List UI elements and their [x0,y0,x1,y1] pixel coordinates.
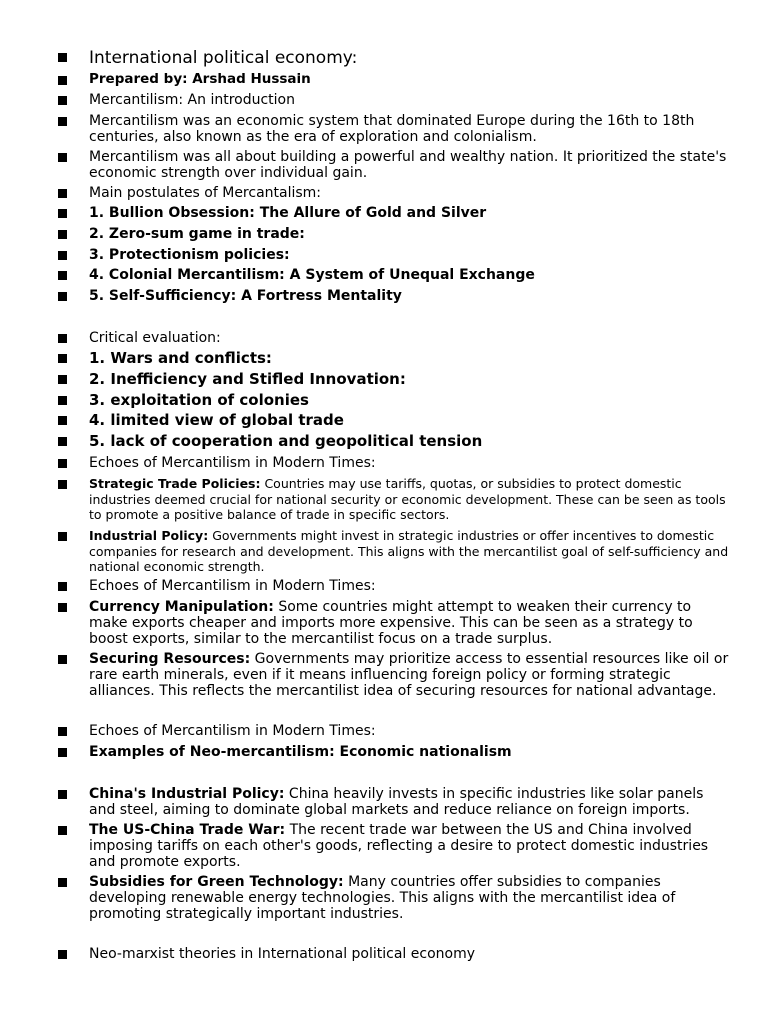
heading-text: International political economy: [89,48,358,68]
square-bullet-icon [58,790,67,799]
item-text: Echoes of Mercantilism in Modern Times: [89,455,376,471]
square-bullet-icon [58,209,67,218]
item-text: Mercantilism: An introduction [89,92,295,108]
square-bullet-icon [58,189,67,198]
item-text: Strategic Trade Policies: Countries may use tariffs, quotas, or subsidies to protect domestic industries deemed crucial for national security or economic development. These can be seen as tools to promote a positive balance of trade in specific sectors. [89,476,726,522]
item-text: The US-China Trade War: The recent trade war between the US and China involved imposing tariffs on each other's goods, reflecting a desire to protect domestic industries and promote exports. [89,822,709,870]
square-bullet-icon [58,582,67,591]
square-bullet-icon [58,76,67,85]
square-bullet-icon [58,53,67,62]
item-text: Subsidies for Green Technology: Many countries offer subsidies to companies developing renewable energy technologies. This aligns with the mercantilist idea of promoting strategically important industries. [89,874,676,922]
item-text: Echoes of Mercantilism in Modern Times: [89,723,376,739]
item-text: 3. exploitation of colonies [89,391,309,409]
author-text: Prepared by: Arshad Hussain [89,71,311,87]
square-bullet-icon [58,603,67,612]
item-text: 2. Zero-sum game in trade: [89,226,305,242]
square-bullet-icon [58,292,67,301]
square-bullet-icon [58,251,67,260]
item-text: Critical evaluation: [89,330,221,346]
square-bullet-icon [58,655,67,664]
square-bullet-icon [58,416,67,425]
square-bullet-icon [58,748,67,757]
square-bullet-icon [58,727,67,736]
square-bullet-icon [58,459,67,468]
item-text: 4. Colonial Mercantilism: A System of Unequal Exchange [89,267,535,283]
square-bullet-icon [58,153,67,162]
item-text: Mercantilism was all about building a powerful and wealthy nation. It prioritized the state's economic strength over individual gain. [89,149,727,181]
square-bullet-icon [58,532,67,541]
square-bullet-icon [58,396,67,405]
item-text: Mercantilism was an economic system that dominated Europe during the 16th to 18th centuries, also known as the era of exploration and colonialism. [89,113,695,145]
square-bullet-icon [58,878,67,887]
item-text: 3. Protectionism policies: [89,247,290,263]
square-bullet-icon [58,480,67,489]
item-text: 1. Wars and conflicts: [89,349,272,367]
square-bullet-icon [58,950,67,959]
item-text: 4. limited view of global trade [89,411,344,429]
item-text: China's Industrial Policy: China heavily invests in specific industries like solar panels and steel, aiming to dominate global markets and reduce reliance on foreign imports. [89,786,704,818]
square-bullet-icon [58,375,67,384]
item-text: 5. lack of cooperation and geopolitical tension [89,432,483,450]
square-bullet-icon [58,437,67,446]
square-bullet-icon [58,117,67,126]
square-bullet-icon [58,230,67,239]
item-text: Echoes of Mercantilism in Modern Times: [89,578,376,594]
square-bullet-icon [58,334,67,343]
item-text: 1. Bullion Obsession: The Allure of Gold and Silver [89,205,487,221]
item-text: 2. Inefficiency and Stifled Innovation: [89,370,406,388]
item-text: Neo-marxist theories in International political economy [89,946,475,962]
item-text: 5. Self-Sufficiency: A Fortress Mentality [89,288,402,304]
item-text: Industrial Policy: Governments might invest in strategic industries or offer incentives to domestic companies for research and development. This aligns with the mercantilist goal of self-sufficiency and national economic strength. [89,528,729,574]
item-text: Securing Resources: Governments may prioritize access to essential resources like oil or rare earth minerals, even if it means influencing foreign policy or forming strategic alliances. This reflects the mercantilist idea of securing resources for national advantage. [89,651,729,699]
item-text: Currency Manipulation: Some countries might attempt to weaken their currency to make exports cheaper and imports more expensive. This can be seen as a strategy to boost exports, similar to the mercantilist focus on a trade surplus. [89,599,693,647]
item-text: Examples of Neo-mercantilism: Economic nationalism [89,744,512,760]
square-bullet-icon [58,354,67,363]
square-bullet-icon [58,271,67,280]
square-bullet-icon [58,96,67,105]
item-text: Main postulates of Mercantalism: [89,185,322,201]
square-bullet-icon [58,826,67,835]
